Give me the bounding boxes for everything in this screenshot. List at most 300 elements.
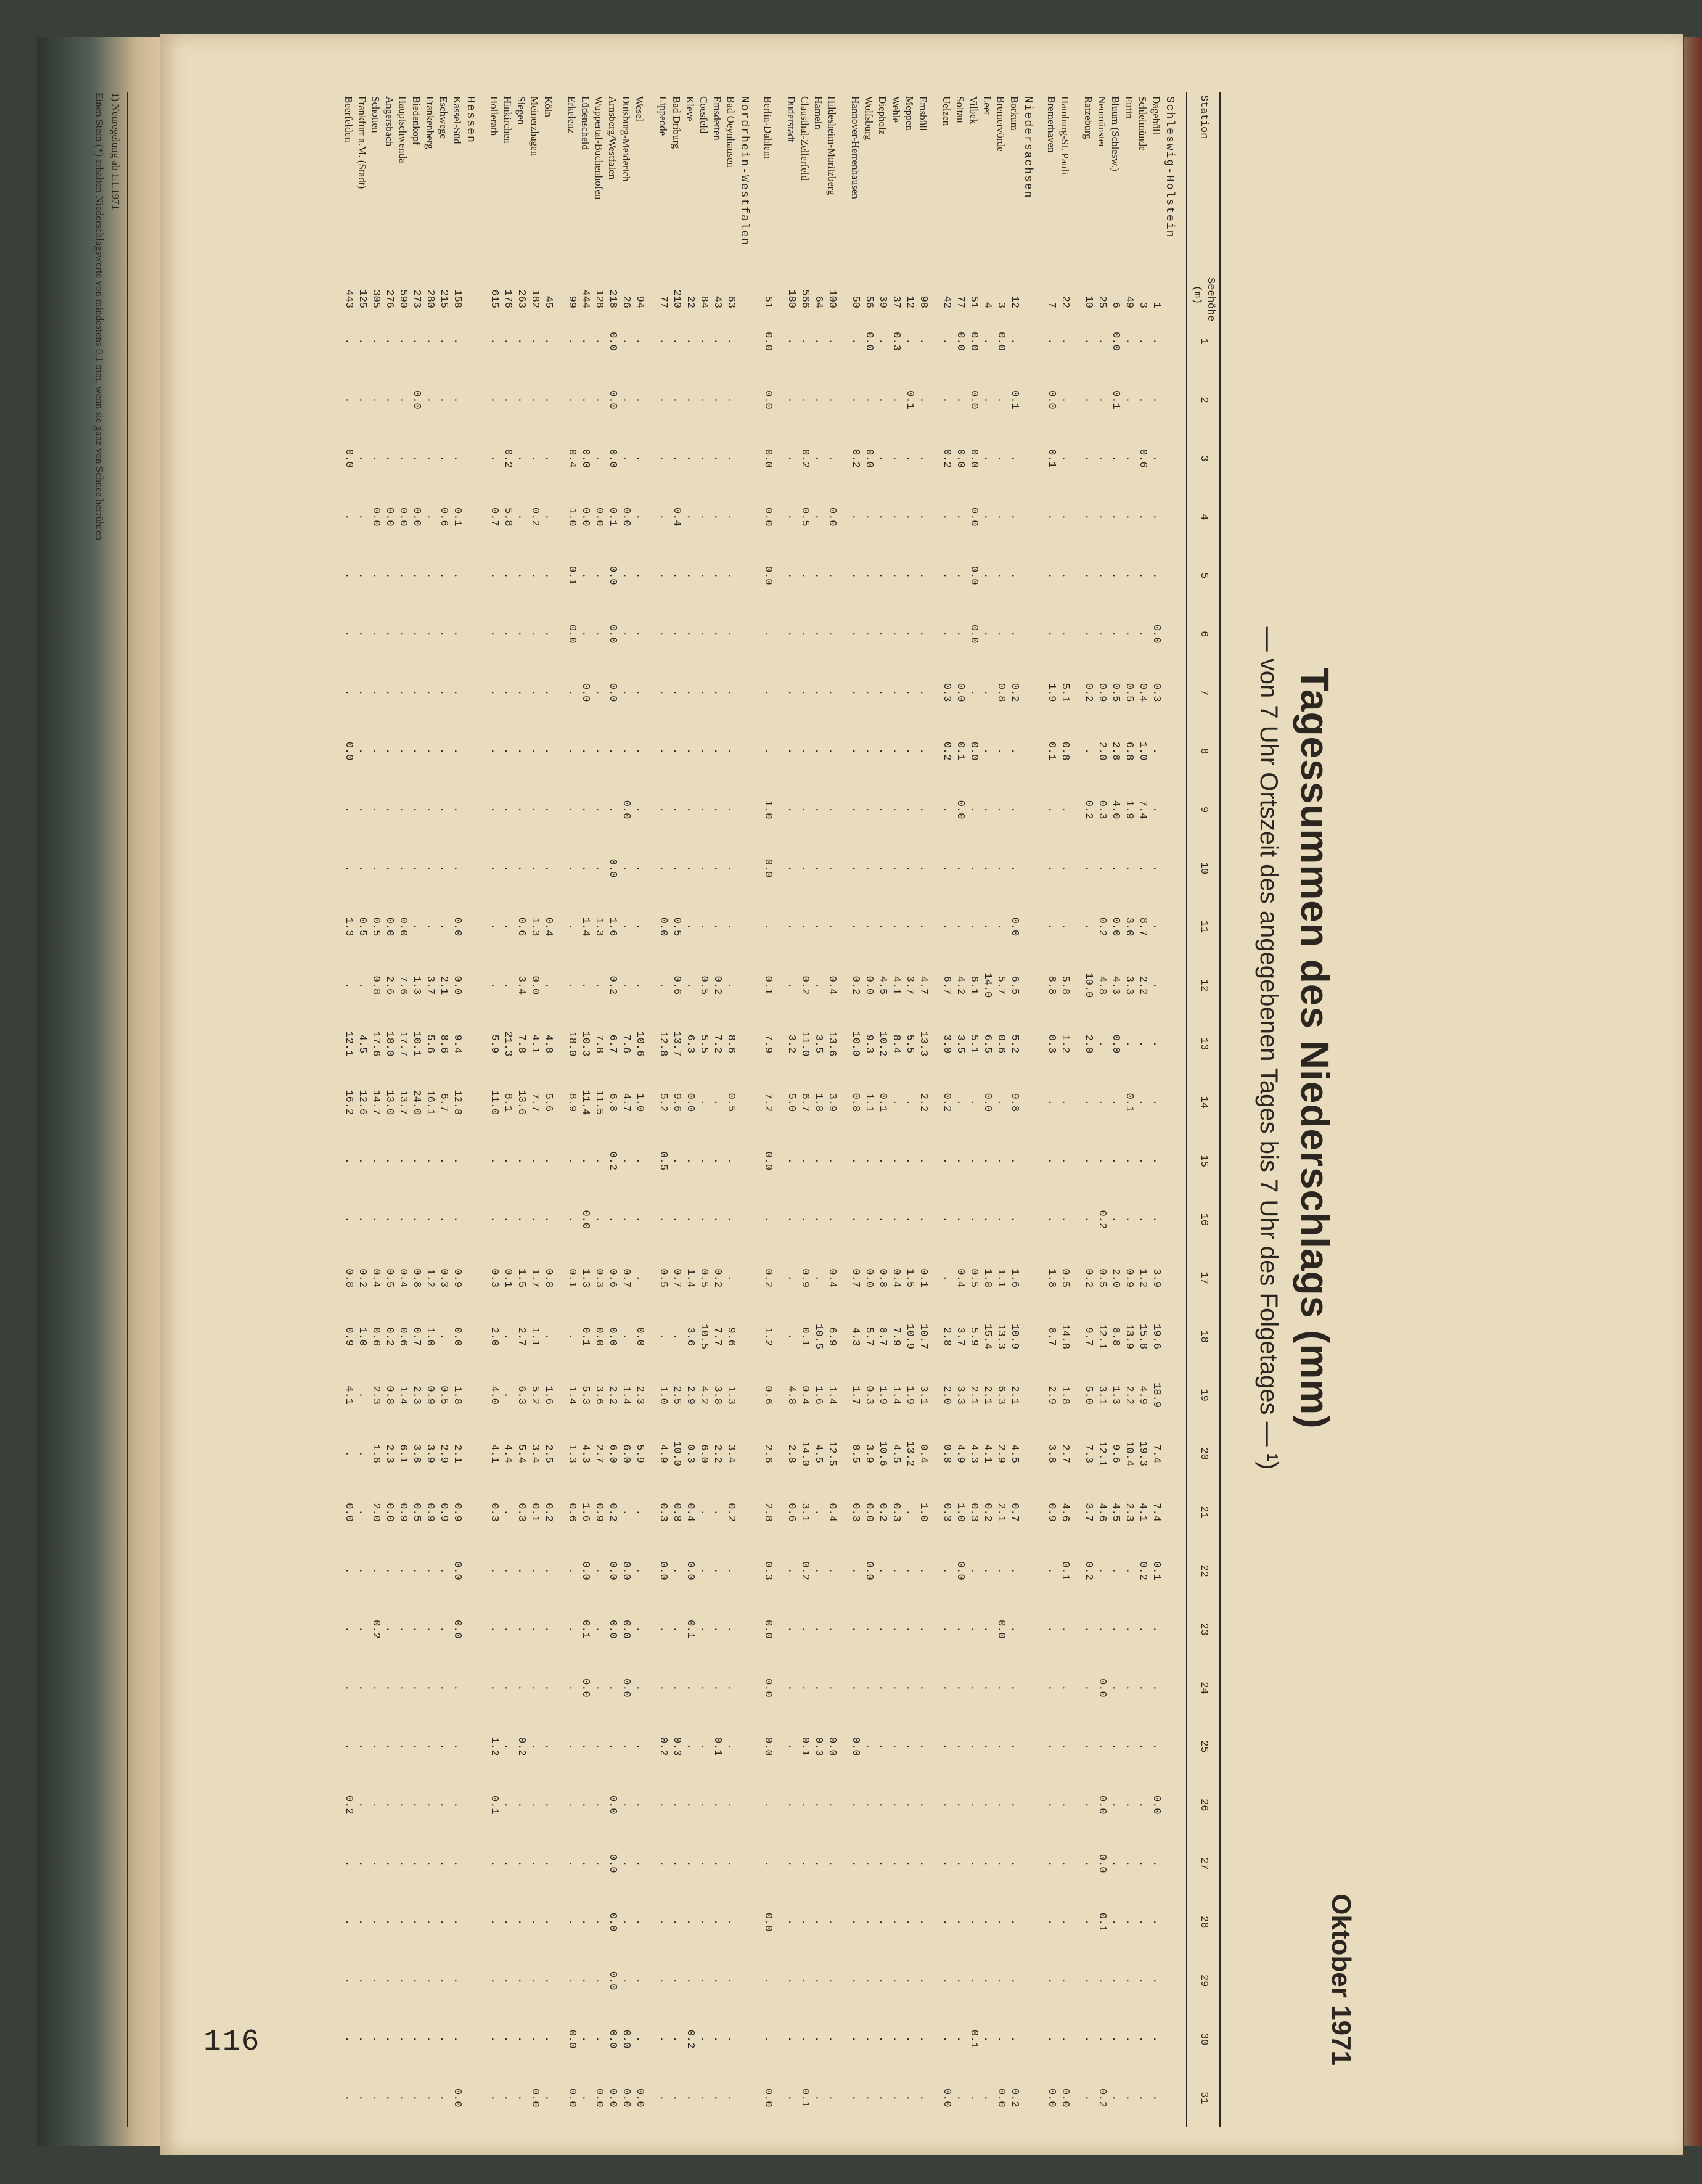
precip-value: . <box>424 1216 436 1223</box>
precip-value: 0.8 <box>671 1503 682 1522</box>
precip-value: . <box>917 1743 929 1750</box>
precip-value: . <box>1150 1977 1162 1984</box>
precip-value: 0.3 <box>671 1737 682 1756</box>
precip-value: 0.0 <box>607 390 618 409</box>
precip-value: . <box>1059 1157 1071 1164</box>
precip-value: 0.5 <box>1110 683 1121 702</box>
table-row <box>994 92 1007 2127</box>
precip-value: . <box>1096 514 1108 520</box>
precip-value: . <box>968 1216 980 1223</box>
precip-value: 4.5 <box>890 1444 902 1463</box>
precip-value: . <box>698 338 710 345</box>
precip-value: 0.4 <box>684 1503 696 1522</box>
precip-value: . <box>1123 396 1135 403</box>
precip-value: . <box>954 1626 966 1633</box>
precip-value: . <box>941 1743 952 1750</box>
precip-value: . <box>370 2036 382 2043</box>
precip-value: . <box>863 1919 875 1926</box>
precip-value: . <box>1045 1802 1057 1808</box>
table-row <box>656 92 669 2127</box>
precip-value: . <box>812 1157 824 1164</box>
precip-value: . <box>529 1626 541 1633</box>
precip-value: 9.8 <box>1009 1093 1020 1112</box>
precip-value: . <box>634 864 645 872</box>
precip-value: 0.2 <box>657 1737 669 1756</box>
precip-value: . <box>917 807 929 813</box>
precip-value: . <box>849 1802 861 1808</box>
precip-value: . <box>799 338 811 345</box>
precip-value: 1.1 <box>863 1093 875 1112</box>
precip-value: . <box>1009 1860 1020 1867</box>
precip-value: . <box>1137 1040 1148 1048</box>
precip-value: 0.0 <box>593 507 605 527</box>
precip-value: 2.0 <box>370 1503 382 1522</box>
precip-value: . <box>1009 572 1020 579</box>
precip-value: . <box>954 1860 966 1867</box>
precip-value: . <box>424 1860 436 1867</box>
station-name: Eutin <box>1123 96 1135 119</box>
table-row <box>619 92 632 2127</box>
precip-value: . <box>579 982 591 989</box>
rotated-content <box>80 92 1375 2127</box>
precip-value: . <box>438 396 449 403</box>
precip-value: . <box>863 923 875 930</box>
precip-value: . <box>343 572 354 579</box>
precip-value: . <box>954 1977 966 1984</box>
precip-value: 12.6 <box>356 1090 368 1115</box>
precip-value: . <box>411 748 422 755</box>
precip-value: 0.6 <box>397 1327 409 1346</box>
table-row <box>980 92 994 2127</box>
precip-value: . <box>671 1977 682 1984</box>
precip-value: . <box>954 1157 966 1164</box>
precip-value: . <box>941 1567 952 1574</box>
precip-value: 0.0 <box>620 507 632 527</box>
table-row <box>450 92 464 2127</box>
table-row <box>1081 92 1095 2127</box>
group-name <box>1071 92 1081 2127</box>
station-elevation: 64 <box>812 295 824 308</box>
precip-value: 5.2 <box>529 1386 541 1405</box>
precip-value: 1.6 <box>370 1444 382 1463</box>
precip-value: . <box>634 396 645 403</box>
precip-value: 17.6 <box>370 1031 382 1057</box>
precip-value: . <box>451 1743 463 1750</box>
precip-value: . <box>383 864 395 872</box>
precip-value: 0.0 <box>826 1737 838 1756</box>
precip-value: . <box>785 1977 797 1984</box>
precip-value: . <box>826 1860 838 1867</box>
precip-value: 1.4 <box>579 917 591 937</box>
precip-value: . <box>981 864 993 872</box>
table-row <box>710 92 724 2127</box>
precip-value: 0.6 <box>566 1503 578 1522</box>
station-name: Uelzen <box>941 96 952 126</box>
precip-value: 10.6 <box>877 1441 888 1466</box>
precip-value: 0.3 <box>593 1268 605 1288</box>
precip-value: . <box>877 1919 888 1926</box>
precip-value: . <box>593 689 605 696</box>
precip-value: 17.7 <box>397 1031 409 1057</box>
precip-value: 3.4 <box>515 975 527 995</box>
precip-value: . <box>785 1919 797 1926</box>
precip-value: 2.3 <box>370 1386 382 1405</box>
day-header: 10 <box>1187 839 1220 898</box>
precip-value: . <box>657 338 669 345</box>
precip-value: . <box>397 1216 409 1223</box>
precip-value: . <box>877 631 888 638</box>
precip-value: . <box>424 1743 436 1750</box>
group-name <box>646 92 656 2127</box>
precip-value: . <box>424 923 436 930</box>
precip-value: . <box>1082 1685 1094 1691</box>
table-row <box>1058 92 1071 2127</box>
precip-value: . <box>1009 338 1020 345</box>
footnote-2: Einen Stern (*) erhalten Niederschlagswerte von mindestens 0,1 mm, wenn sie ganz von Schnee herrühren <box>94 92 105 541</box>
station-elevation: 51 <box>762 295 774 308</box>
table-body <box>342 92 1187 2127</box>
precip-value: 0.0 <box>863 1503 875 1522</box>
precip-value: 0.0 <box>579 1678 591 1698</box>
precip-value: . <box>356 514 368 520</box>
table-row <box>862 92 875 2127</box>
precip-value: 0.0 <box>968 741 980 761</box>
precip-value: . <box>849 2095 861 2101</box>
precip-value: . <box>593 455 605 462</box>
precip-value: . <box>711 1099 723 1106</box>
precip-value: 5.1 <box>968 1034 980 1054</box>
precip-value: . <box>657 807 669 813</box>
precip-value: . <box>566 1977 578 1984</box>
station-elevation: 443 <box>343 289 354 308</box>
precip-value: . <box>877 1860 888 1867</box>
precip-value: 0.0 <box>968 507 980 527</box>
precip-value: . <box>671 2036 682 2043</box>
precip-value: 0.0 <box>981 1093 993 1112</box>
precip-value: . <box>981 572 993 579</box>
precip-value: . <box>812 1860 824 1867</box>
precip-value: . <box>397 1743 409 1750</box>
precip-value: . <box>620 631 632 638</box>
precip-value: 2.9 <box>1045 1386 1057 1405</box>
precip-value: . <box>438 748 449 755</box>
precip-value: . <box>917 2095 929 2101</box>
precip-value: . <box>684 1977 696 1984</box>
precip-value: . <box>671 1567 682 1574</box>
precip-value: . <box>634 1626 645 1633</box>
precip-value: 0.2 <box>877 1503 888 1522</box>
precip-value: 3.6 <box>684 1327 696 1346</box>
precip-value: . <box>785 1743 797 1750</box>
precip-value: . <box>799 1685 811 1691</box>
precip-value: . <box>1059 1685 1071 1691</box>
precip-value: . <box>917 572 929 579</box>
precip-value: . <box>917 1860 929 1867</box>
precip-value: 0.0 <box>1096 1854 1108 1873</box>
precip-value: . <box>411 1626 422 1633</box>
station-name: Schleimünde <box>1137 96 1148 151</box>
day-header: 15 <box>1187 1131 1220 1190</box>
table-row <box>916 92 930 2127</box>
precip-value: 0.0 <box>607 1620 618 1639</box>
precip-value: . <box>684 807 696 813</box>
precip-value: 4.9 <box>1137 1386 1148 1405</box>
day-header: 25 <box>1187 1717 1220 1776</box>
precip-value: 0.9 <box>451 1268 463 1288</box>
precip-value: . <box>1110 864 1121 872</box>
precip-value: 0.5 <box>698 975 710 995</box>
precip-value: . <box>954 864 966 872</box>
precip-value: . <box>343 1450 354 1457</box>
precip-value: . <box>1045 338 1057 345</box>
precip-value: . <box>515 748 527 755</box>
precip-value: 3.3 <box>1123 975 1135 995</box>
precip-value: . <box>671 1919 682 1926</box>
station-name: Coesfeld <box>698 96 710 134</box>
precip-value: 13.6 <box>515 1090 527 1115</box>
precip-value: . <box>397 631 409 638</box>
precip-value: 2.8 <box>1110 741 1121 761</box>
precip-value: 0.2 <box>711 1268 723 1288</box>
precip-value: . <box>593 1216 605 1223</box>
precip-value: . <box>657 2095 669 2101</box>
precip-value: . <box>411 338 422 345</box>
precip-value: . <box>1045 1860 1057 1867</box>
table-row <box>355 92 369 2127</box>
precip-value: . <box>849 1216 861 1223</box>
precip-value: . <box>502 1626 513 1633</box>
precip-value: 0.9 <box>1123 1268 1135 1288</box>
precip-value: 0.0 <box>607 1971 618 1990</box>
precip-value: . <box>725 2095 737 2101</box>
precip-value: 8.5 <box>849 1444 861 1463</box>
precip-value: 4.1 <box>529 1034 541 1054</box>
precip-value: 3.7 <box>424 975 436 995</box>
precip-value: . <box>863 1743 875 1750</box>
precip-value: . <box>711 1567 723 1574</box>
precip-value: . <box>954 1099 966 1106</box>
precip-value: 7.2 <box>711 1034 723 1054</box>
station-elevation: 3 <box>995 302 1007 308</box>
precip-value: . <box>1150 864 1162 872</box>
precip-value: . <box>529 1860 541 1867</box>
precip-value: . <box>863 1216 875 1223</box>
precip-value: . <box>1045 1919 1057 1926</box>
precip-value: . <box>438 1567 449 1574</box>
precip-value: . <box>812 455 824 462</box>
precip-value: . <box>1045 572 1057 579</box>
precip-value: . <box>1045 631 1057 638</box>
precip-value: 10.9 <box>1009 1324 1020 1350</box>
precip-value: . <box>383 1216 395 1223</box>
precip-value: . <box>1045 1567 1057 1574</box>
precip-value: . <box>515 396 527 403</box>
day-header: 1 <box>1187 312 1220 371</box>
precip-value: . <box>1045 2036 1057 2043</box>
precip-value: . <box>566 1802 578 1808</box>
table-row <box>409 92 423 2127</box>
precip-value: . <box>620 1509 632 1516</box>
precip-value: . <box>849 1977 861 1984</box>
precip-value: . <box>698 1685 710 1691</box>
precip-value: 0.0 <box>607 449 618 468</box>
precip-value: . <box>566 1860 578 1867</box>
precip-value: . <box>438 1626 449 1633</box>
precip-value: . <box>593 807 605 813</box>
footnote-1: 1) Neuregelung ab 1.1.1971 <box>110 92 121 210</box>
elevation-header: Seehöhe (m) <box>1187 277 1220 312</box>
precip-value: 5.2 <box>1009 1034 1020 1054</box>
precip-value: . <box>634 2036 645 2043</box>
precip-value: . <box>711 748 723 755</box>
precip-value: 6.5 <box>1009 975 1020 995</box>
precip-value: 0.3 <box>1045 1034 1057 1054</box>
precip-value: 5.9 <box>634 1444 645 1463</box>
precip-value: 2.2 <box>917 1093 929 1112</box>
precip-value: . <box>863 1860 875 1867</box>
precip-value: 2.0 <box>941 1386 952 1405</box>
precip-value: . <box>725 1860 737 1867</box>
precip-value: 0.0 <box>620 1620 632 1639</box>
precip-value: 0.0 <box>968 449 980 468</box>
station-name: Neumünster <box>1096 96 1108 148</box>
station-elevation: 51 <box>968 295 980 308</box>
precip-value: . <box>620 1216 632 1223</box>
precip-value: . <box>451 1802 463 1808</box>
precip-value: . <box>343 864 354 872</box>
precip-value: . <box>671 396 682 403</box>
precip-value: . <box>1150 572 1162 579</box>
precip-value: . <box>1110 514 1121 520</box>
precip-value: 5.9 <box>488 1034 500 1054</box>
precip-value: 0.2 <box>607 1151 618 1171</box>
precip-value: . <box>917 1157 929 1164</box>
precip-value: . <box>438 689 449 696</box>
precip-value: 0.3 <box>488 1268 500 1288</box>
precip-value: . <box>671 864 682 872</box>
precip-value: 0.5 <box>370 917 382 937</box>
precip-value: . <box>566 1157 578 1164</box>
precip-value: . <box>356 1919 368 1926</box>
precip-value: . <box>1150 923 1162 930</box>
precip-value: . <box>671 338 682 345</box>
precip-value: . <box>502 1509 513 1516</box>
precip-value: 5.0 <box>785 1093 797 1112</box>
table-row <box>1108 92 1122 2127</box>
precip-value: 0.0 <box>954 1561 966 1580</box>
precip-value: . <box>451 864 463 872</box>
precip-value: . <box>451 1977 463 1984</box>
precip-value: 2.7 <box>515 1327 527 1346</box>
precip-value: . <box>397 2036 409 2043</box>
precipitation-table <box>342 92 1221 2127</box>
precip-value: . <box>488 1567 500 1574</box>
precip-value: . <box>711 1626 723 1633</box>
precip-value: . <box>698 514 710 520</box>
precip-value: . <box>849 923 861 930</box>
precip-value: 0.0 <box>607 624 618 644</box>
precip-value: 1.8 <box>451 1386 463 1405</box>
precip-value: . <box>370 455 382 462</box>
precip-value: . <box>698 1919 710 1926</box>
table-row <box>875 92 889 2127</box>
precip-value: . <box>890 1157 902 1164</box>
precip-value: 0.3 <box>1150 683 1162 702</box>
precip-value: 0.0 <box>607 858 618 878</box>
precip-value: . <box>812 514 824 520</box>
precip-value: . <box>1082 455 1094 462</box>
precip-value: . <box>1137 338 1148 345</box>
precip-value: . <box>1137 1802 1148 1808</box>
precip-value: . <box>849 396 861 403</box>
precip-value: 0.0 <box>620 2088 632 2108</box>
precip-value: . <box>877 748 888 755</box>
precip-value: . <box>488 689 500 696</box>
precip-value: 1.0 <box>424 1327 436 1346</box>
station-elevation: 615 <box>488 289 500 308</box>
precip-value: 0.1 <box>1045 741 1057 761</box>
day-header: 24 <box>1187 1659 1220 1717</box>
precip-value: 7.2 <box>762 1093 774 1112</box>
table-row <box>487 92 501 2127</box>
precip-value: . <box>370 1685 382 1691</box>
precip-value: 12.1 <box>343 1031 354 1057</box>
precip-value: 0.0 <box>1096 1678 1108 1698</box>
precip-value: 2.9 <box>684 1386 696 1405</box>
precip-value: . <box>671 1802 682 1808</box>
precip-value: . <box>451 455 463 462</box>
precip-value: . <box>383 338 395 345</box>
precip-value: 0.0 <box>343 449 354 468</box>
precip-value: . <box>1150 2036 1162 2043</box>
precip-value: 4.5 <box>356 1034 368 1054</box>
precip-value: . <box>725 631 737 638</box>
precip-value: 0.9 <box>397 1503 409 1522</box>
precip-value: 2.7 <box>593 1444 605 1463</box>
precip-value: . <box>968 1157 980 1164</box>
precip-value: 0.2 <box>1082 683 1094 702</box>
precip-value: . <box>343 1626 354 1633</box>
precip-value: . <box>799 689 811 696</box>
precip-value: . <box>890 1567 902 1574</box>
precip-value: 0.0 <box>684 1561 696 1580</box>
precip-value: 1.2 <box>424 1268 436 1288</box>
precip-value: . <box>684 631 696 638</box>
precip-value: 0.0 <box>411 507 422 527</box>
precip-value: 0.2 <box>607 1503 618 1522</box>
precip-value: . <box>634 1509 645 1516</box>
precip-value: 0.0 <box>607 1854 618 1873</box>
precip-value: 5.9 <box>968 1327 980 1346</box>
station-elevation: 273 <box>411 289 422 308</box>
precip-value: . <box>877 689 888 696</box>
station-elevation: 22 <box>684 295 696 308</box>
precip-value: . <box>356 748 368 755</box>
precip-value: . <box>397 1802 409 1808</box>
precip-value: . <box>877 2095 888 2101</box>
precip-value: . <box>343 1157 354 1164</box>
precip-value: . <box>579 807 591 813</box>
precip-value: 0.3 <box>863 1386 875 1405</box>
precip-value: . <box>634 1977 645 1984</box>
precip-value: . <box>1150 748 1162 755</box>
precip-value: 8.1 <box>502 1093 513 1112</box>
precip-value: 0.0 <box>529 975 541 995</box>
precip-value: 0.0 <box>762 858 774 878</box>
precip-value: . <box>438 2036 449 2043</box>
precip-value: . <box>438 1802 449 1808</box>
precip-value: . <box>657 1685 669 1691</box>
